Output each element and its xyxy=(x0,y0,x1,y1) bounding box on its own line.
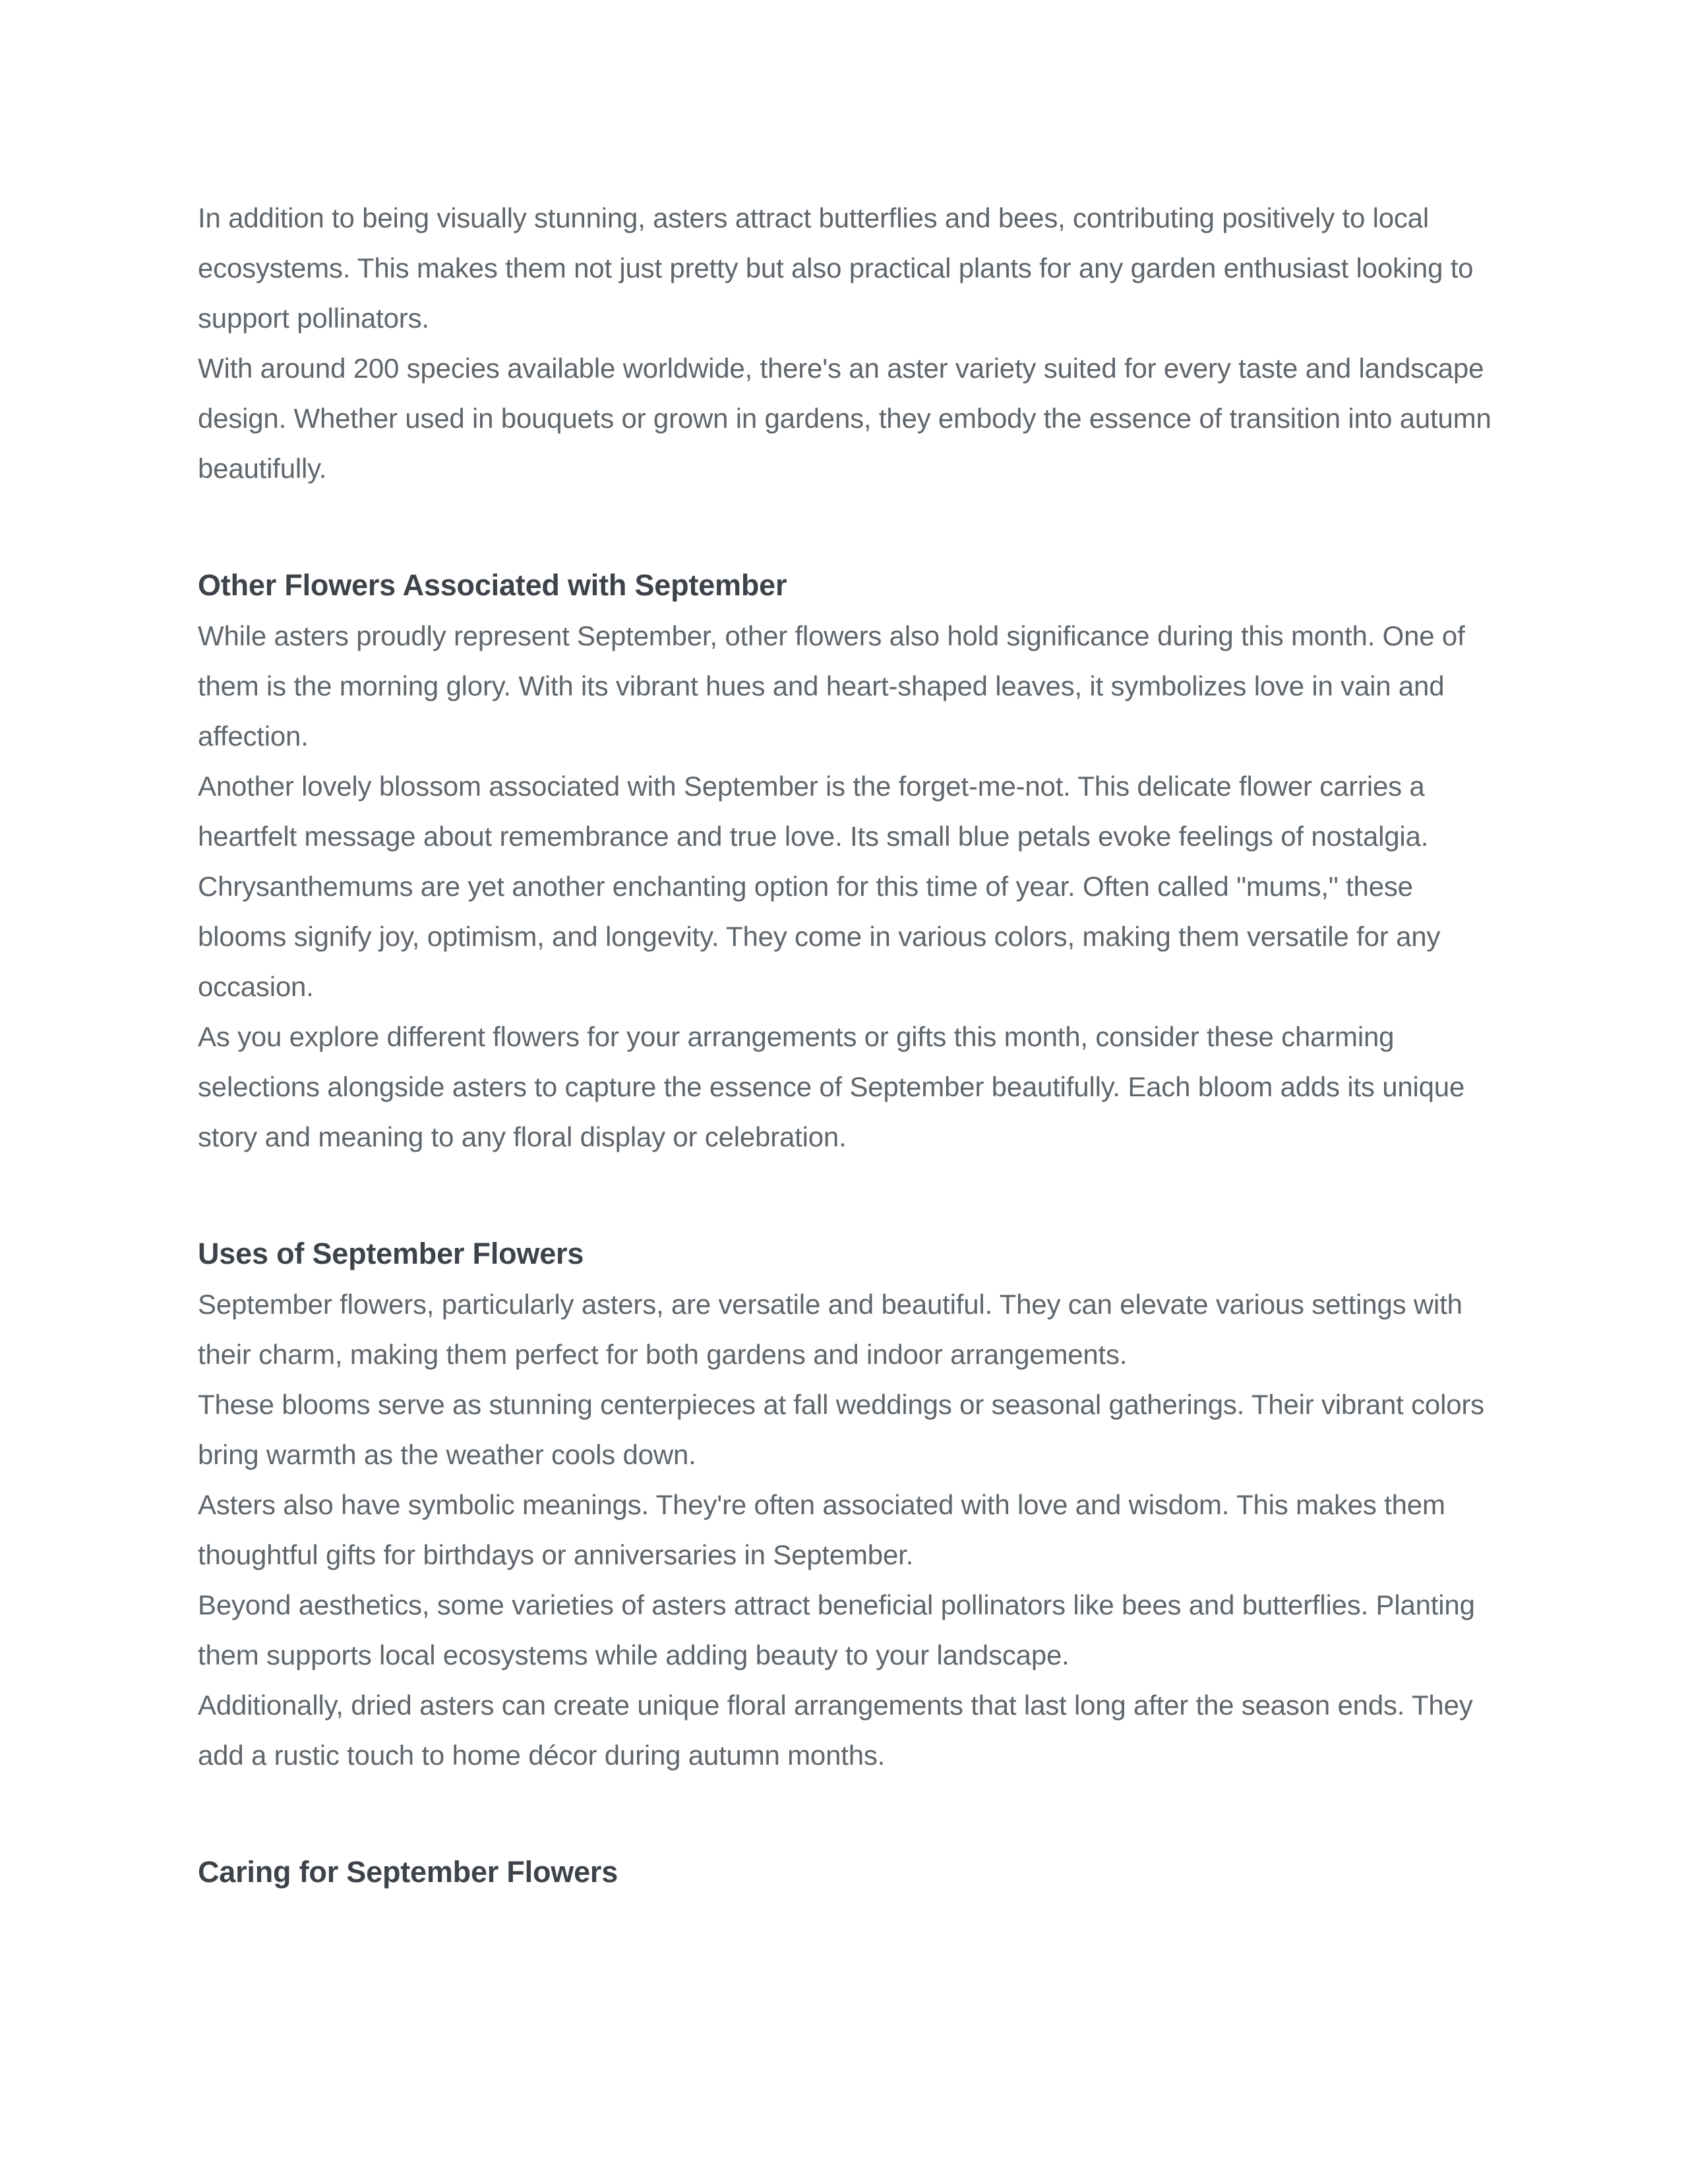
paragraph-versatile-settings: September flowers, particularly asters, are versatile and beautiful. They can elevate various settings with their charm, making them perfect for both gardens and indoor arrangements. xyxy=(198,1289,1462,1370)
document-body xyxy=(198,193,1503,1898)
paragraph-charming-selections: As you explore different flowers for your arrangements or gifts this month, consider these charming selections alongside asters to capture the essence of September beautifully. Each bloom adds its unique story and meaning to any floral display or celebration. xyxy=(198,1021,1465,1152)
paragraph-centerpieces: These blooms serve as stunning centerpieces at fall weddings or seasonal gatherings. Their vibrant colors bring warmth as the weather cools down. xyxy=(198,1389,1484,1470)
paragraph-beneficial-pollinators: Beyond aesthetics, some varieties of asters attract beneficial pollinators like bees and butterflies. Planting them supports local ecosystems while adding beauty to your landscape. xyxy=(198,1589,1475,1670)
section-heading-caring: Caring for September Flowers xyxy=(198,1855,618,1889)
paragraph-forget-me-not: Another lovely blossom associated with September is the forget-me-not. This delicate flower carries a heartfelt message about remembrance and true love. Its small blue petals evoke feelings of nostalgia. xyxy=(198,771,1429,852)
paragraph-dried-asters: Additionally, dried asters can create unique floral arrangements that last long after the season ends. They add a rustic touch to home décor during autumn months. xyxy=(198,1690,1473,1771)
paragraph-morning-glory: While asters proudly represent September, other flowers also hold significance during this month. One of them is the morning glory. With its vibrant hues and heart-shaped leaves, it symbolizes love in vain and affection. xyxy=(198,620,1465,752)
section-heading-other-flowers: Other Flowers Associated with September xyxy=(198,568,787,602)
paragraph-aster-species: With around 200 species available worldwide, there's an aster variety suited for every taste and landscape design. Whether used in bouquets or grown in gardens, they embody the essence of transition into autumn beautifully. xyxy=(198,353,1492,484)
paragraph-symbolic-meanings: Asters also have symbolic meanings. They're often associated with love and wisdom. This makes them thoughtful gifts for birthdays or anniversaries in September. xyxy=(198,1489,1445,1570)
section-heading-uses: Uses of September Flowers xyxy=(198,1237,584,1270)
paragraph-chrysanthemums: Chrysanthemums are yet another enchanting option for this time of year. Often called "mums," these blooms signify joy, optimism, and longevity. They come in various colors, making them versatile for any occasion. xyxy=(198,871,1441,1002)
paragraph-asters-pollinators: In addition to being visually stunning, asters attract butterflies and bees, contributing positively to local ecosystems. This makes them not just pretty but also practical plants for any garden enthusiast looking to support pollinators. xyxy=(198,202,1474,334)
